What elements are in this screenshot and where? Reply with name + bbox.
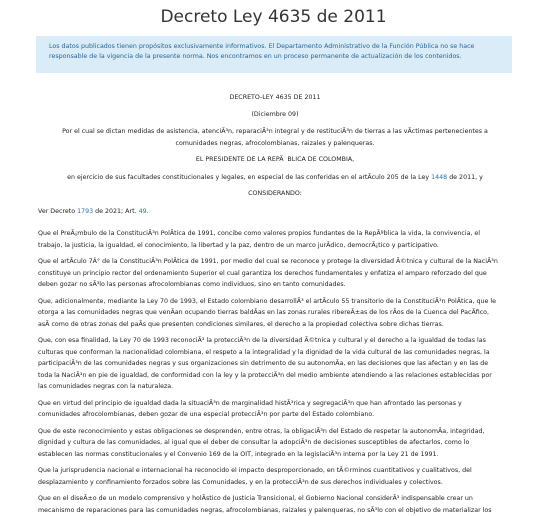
paragraph-line: Que, con esa finalidad, la Ley 70 de 1993 reconociÃ³ la protecciÃ³n de la diversidad Ã©tnica y cultural y el derecho a la igualdad de todas las [38,335,512,347]
see-also-text: de 2021; Art. [93,208,138,215]
paragraph-line: Que en virtud del principio de igualdad dada la situaciÃ³n de marginalidad histÃ³rica y segregaciÃ³n que han afrontado las personas y [38,398,512,410]
see-also-line [38,206,512,218]
considerando-paragraph [38,256,512,291]
see-also-text: Ver Decreto [38,208,77,215]
paragraph-line: deben gozar no sÃ³lo las personas afrocolombianas como individuos, sino en tanto comunidades. [38,279,512,291]
paragraph-line: Que de este reconocimiento y estas obligaciones se desprenden, entre otras, la obligaciÃ³n del Estado de respetar la autonomÃa, integridad, [38,426,512,438]
faculties-line [38,172,512,184]
law-1448-link[interactable]: 1448 [431,174,447,181]
paragraph-line: Que el PreÃ¡mbulo de la ConstituciÃ³n PolÃtica de 1991, concibe como valores propios fundantes de la RepÃºblica la vida, la convivencia, el [38,228,512,240]
paragraph-line: constituye un principio rector del ordenamiento Superior el cual garantiza los derechos fundamentales y enfatiza el amparo reforzado del que [38,268,512,280]
paragraph-line: Que el artÃculo 7Â° de la ConstituciÃ³n PolÃtica de 1991, por medio del cual se reconoce y protege la diversidad Ã©tnica y cultural de la NaciÃ³n [38,256,512,268]
paragraph-line: culturas que conforman la nacionalidad colombiana, el respeto a la integralidad y la dignidad de la vida cultural de las comunidades negras, la [38,347,512,359]
paragraph-line: las comunidades negras con la naturaleza. [38,381,512,393]
page-title: Decreto Ley 4635 de 2011 [0,6,547,28]
paragraph-line: trabajo, la justicia, la igualdad, el conocimiento, la libertad y la paz, dentro de un marco jurÃdico, democrÃ¡tico y participativo. [38,240,512,252]
considerando-paragraph [38,426,512,461]
decree-summary-line: comunidades negras, afrocolombianas, raizales y palenqueras. [38,138,512,150]
paragraph-line: comunidades afrocolombianas, deben gozar de una especial protecciÃ³n por parte del Estado colombiano. [38,409,512,421]
considerando-paragraph [38,228,512,251]
decree-number: DECRETO-LEY 4635 DE 2011 [38,92,512,104]
paragraph-line: Que la jurisprudencia nacional e internacional ha reconocido el impacto desproporcionado, en tÃ©rminos cuantitativos y cualitativos, del [38,465,512,477]
paragraph-line: toda la NaciÃ³n en pie de igualdad, de conformidad con la ley y la protecciÃ³n del medio ambiente atendiendo a las relaciones establecidas por [38,370,512,382]
notice-line: Los datos publicados tienen propósitos exclusivamente informativos. El Departamento Administrativo de la Función Pública no se hace [49,42,502,52]
faculties-text: en ejercicio de sus facultades constitucionales y legales, en especial de las conferidas en el artÃculo 205 de la Ley [67,174,431,181]
paragraph-line: participaciÃ³n de las comunidades negras y sus organizaciones sin detrimento de su autonomÃa, en las decisiones que las afectan y en las de [38,358,512,370]
document-body [38,92,512,516]
decree-summary-line: Por el cual se dictan medidas de asistencia, atenciÃ³n, reparaciÃ³n integral y de restituciÃ³n de tierras a las vÃctimas pertenecientes a [38,126,512,138]
decree-date: (Diciembre 09) [38,109,512,121]
disclaimer-notice [36,36,512,73]
paragraph-line: desplazamiento y confinamiento forzados sobre las Comunidades, y en la protecciÃ³n de sus derechos individuales y colectivos. [38,477,512,489]
article-49-link[interactable]: 49 [139,208,147,215]
decree-1793-link[interactable]: 1793 [77,208,93,215]
paragraph-line: asÃ como de otras zonas del paÃs que presenten condiciones similares, el derecho a la propiedad colectiva sobre dichas tierras. [38,319,512,331]
president-heading: EL PRESIDENTE DE LA REPÃBLICA DE COLOMBIA, [38,154,512,166]
considerando-paragraph [38,296,512,331]
notice-line: responsable de la vigencia de la presente norma. Nos encontramos en un proceso permanente de actualización de los contenidos. [49,52,502,62]
considerando-paragraph [38,335,512,393]
see-also-text: . [147,208,149,215]
paragraph-line: Que, adicionalmente, mediante la Ley 70 de 1993, el Estado colombiano desarrollÃ³ el artÃculo 55 transitorio de la ConstituciÃ³n PolÃtica, que le [38,296,512,308]
considerando-paragraph [38,493,512,516]
considerando-paragraph [38,398,512,421]
paragraph-line: establecen las normas constitucionales y el Convenio 169 de la OIT, integrado en la legislaciÃ³n interna por la Ley 21 de 1991. [38,449,512,461]
paragraph-line: Que en el diseÃ±o de un modelo comprensivo y holÃstico de Justicia Transicional, el Gobierno Nacional considerÃ³ indispensable crear un [38,493,512,505]
paragraph-line: mecanismo de reparaciones para las comunidades negras, afrocolombianas, raizales y palenqueras, no sÃ³lo con el objetivo de materializar los [38,505,512,516]
paragraph-line: dignidad y cultura de las comunidades, al igual que el deber de consultar la adopciÃ³n de decisiones susceptibles de afectarlos, como lo [38,437,512,449]
paragraph-line: otorga a las comunidades negras que venÃan ocupando tierras baldÃas en las zonas rurales ribereÃ±as de los rÃos de la Cuenca del PacÃfico, [38,307,512,319]
faculties-text: de 2011, y [447,174,483,181]
considerando-paragraph [38,465,512,488]
considering-heading: CONSIDERANDO: [38,188,512,200]
